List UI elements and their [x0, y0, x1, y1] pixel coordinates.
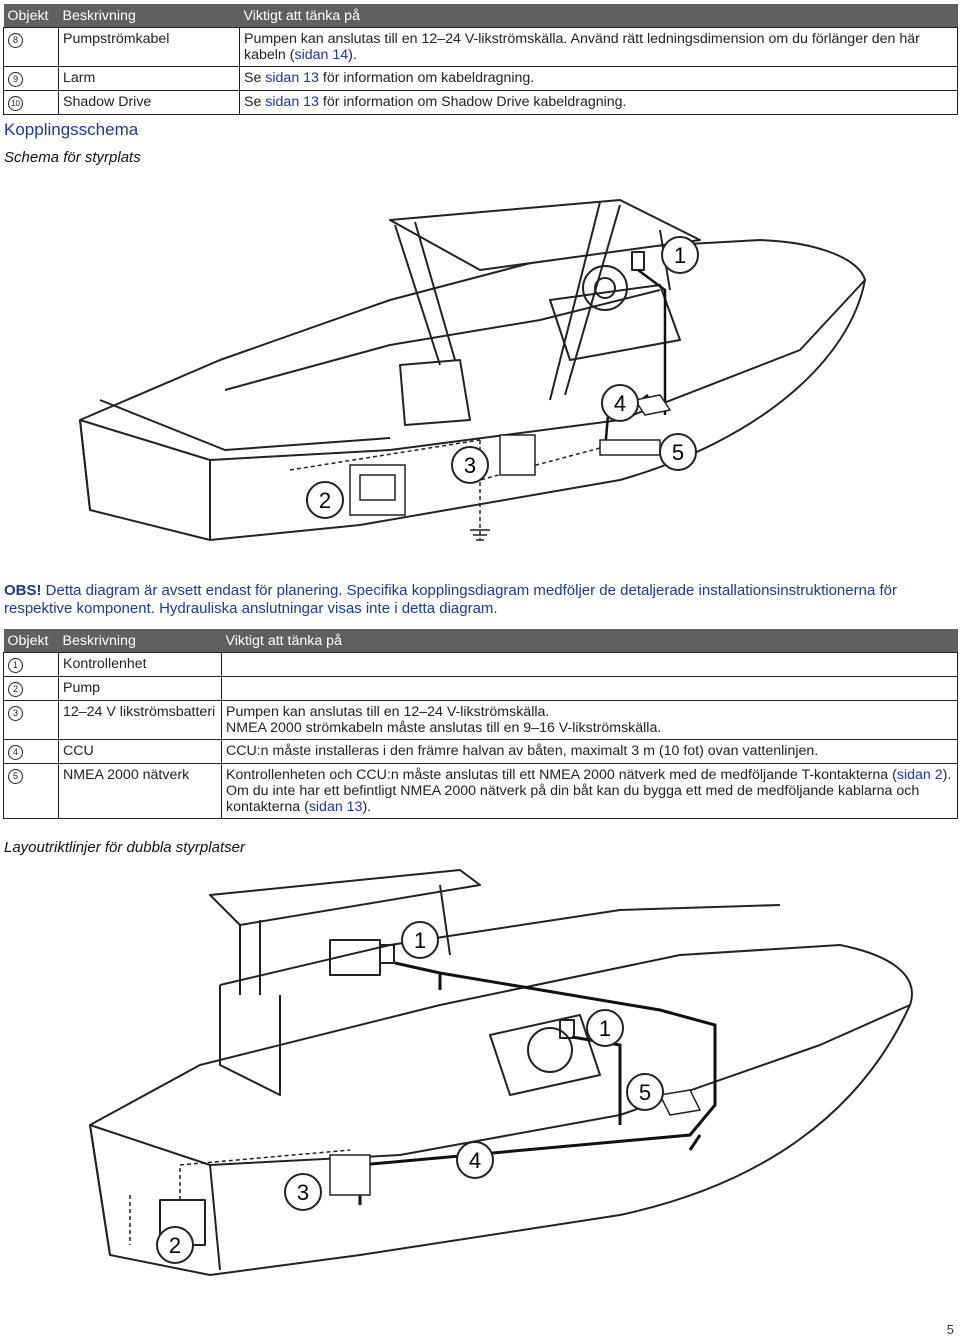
row-note: Se sidan 13 för information om kabeldragning. [240, 67, 958, 91]
item-number: 2 [8, 682, 23, 697]
table-header [4, 4, 958, 28]
section-title: Kopplingsschema [4, 120, 139, 139]
planning-note [4, 582, 956, 618]
table-row [4, 701, 958, 740]
table-header [4, 629, 958, 653]
callout-3 [452, 447, 488, 483]
callout-1-lower [587, 1010, 623, 1046]
row-note: Kontrollenheten och CCU:n måste anslutas till ett NMEA 2000 nätverk med de medföljande T-kontakterna (sidan 2). Om du inte har ett befintligt NMEA 2000 nätverk på din båt kan du bygga ett med de medföljande kablarna och kontakterna (sidan 13). [222, 764, 958, 819]
svg-text:5: 5 [638, 1080, 652, 1105]
callout-1-upper [402, 922, 438, 958]
callout-5 [627, 1074, 663, 1110]
callout-2 [307, 482, 343, 518]
svg-text:2: 2 [318, 488, 332, 513]
col-objekt: Objekt [4, 4, 59, 28]
row-description: Pump [59, 677, 222, 701]
row-description: Pumpströmkabel [59, 28, 240, 67]
page-link[interactable]: sidan 13 [265, 70, 319, 86]
svg-text:1: 1 [673, 243, 687, 268]
note-text: Detta diagram är avsett endast för planering. Specifika kopplingsdiagram medföljer de detaljerade installationsinstruktionerna för respektive komponent. Hydrauliska anslutningar visas inte i detta diagram. [4, 582, 897, 617]
svg-text:3: 3 [463, 453, 477, 478]
table-row [4, 677, 958, 701]
item-number: 8 [8, 33, 23, 48]
col-beskrivning: Beskrivning [59, 4, 240, 28]
subsection-title-2: Layoutriktlinjer för dubbla styrplatser [4, 839, 245, 856]
note-label: OBS! [4, 582, 42, 599]
item-number: 4 [8, 745, 23, 760]
row-description: CCU [59, 740, 222, 764]
table-row [4, 28, 958, 67]
row-description: Shadow Drive [59, 91, 240, 115]
row-description: Kontrollenhet [59, 653, 222, 677]
callout-3 [285, 1174, 321, 1210]
table-row [4, 67, 958, 91]
item-number: 10 [8, 96, 23, 111]
col-objekt: Objekt [4, 629, 59, 653]
row-note: Pumpen kan anslutas till en 12–24 V-likströmskälla. Använd rätt ledningsdimension om du förlänger den här kabeln (sidan 14). [240, 28, 958, 67]
col-beskrivning: Beskrivning [59, 629, 222, 653]
row-note [222, 677, 958, 701]
item-number: 3 [8, 706, 23, 721]
item-number: 9 [8, 72, 23, 87]
callout-4 [602, 385, 638, 421]
svg-text:5: 5 [671, 440, 685, 465]
page-link[interactable]: sidan 2 [896, 767, 943, 783]
row-description: NMEA 2000 nätverk [59, 764, 222, 819]
page-link[interactable]: sidan 13 [265, 94, 319, 110]
page-link[interactable]: sidan 13 [308, 799, 363, 815]
wiring-diagram-dual-helm [60, 865, 920, 1305]
svg-text:1: 1 [413, 928, 427, 953]
table-row [4, 91, 958, 115]
table-row [4, 764, 958, 819]
row-description: 12–24 V likströmsbatteri [59, 701, 222, 740]
svg-text:1: 1 [598, 1016, 612, 1041]
callout-4 [457, 1142, 493, 1178]
svg-text:3: 3 [296, 1180, 310, 1205]
callout-5 [660, 434, 696, 470]
table-row [4, 653, 958, 677]
page-link[interactable]: sidan 14 [294, 47, 349, 63]
callout-1 [662, 237, 698, 273]
row-note [222, 653, 958, 677]
svg-text:4: 4 [613, 391, 627, 416]
row-note: Pumpen kan anslutas till en 12–24 V-likströmskälla. NMEA 2000 strömkabeln måste anslutas till en 9–16 V-likströmskälla. [222, 701, 958, 740]
svg-text:4: 4 [468, 1148, 482, 1173]
page-number: 5 [946, 1322, 954, 1337]
svg-text:2: 2 [168, 1233, 182, 1258]
col-viktigt: Viktigt att tänka på [222, 629, 958, 653]
item-number: 5 [8, 769, 23, 784]
row-description: Larm [59, 67, 240, 91]
wiring-diagram-single-helm [60, 180, 920, 575]
table-top [3, 4, 958, 115]
table-row [4, 740, 958, 764]
col-viktigt: Viktigt att tänka på [240, 4, 958, 28]
callout-2 [157, 1227, 193, 1263]
table-components [3, 629, 958, 819]
row-note: Se sidan 13 för information om Shadow Drive kabeldragning. [240, 91, 958, 115]
item-number: 1 [8, 658, 23, 673]
subsection-title-1: Schema för styrplats [4, 149, 141, 166]
row-note: CCU:n måste installeras i den främre halvan av båten, maximalt 3 m (10 fot) ovan vattenlinjen. [222, 740, 958, 764]
